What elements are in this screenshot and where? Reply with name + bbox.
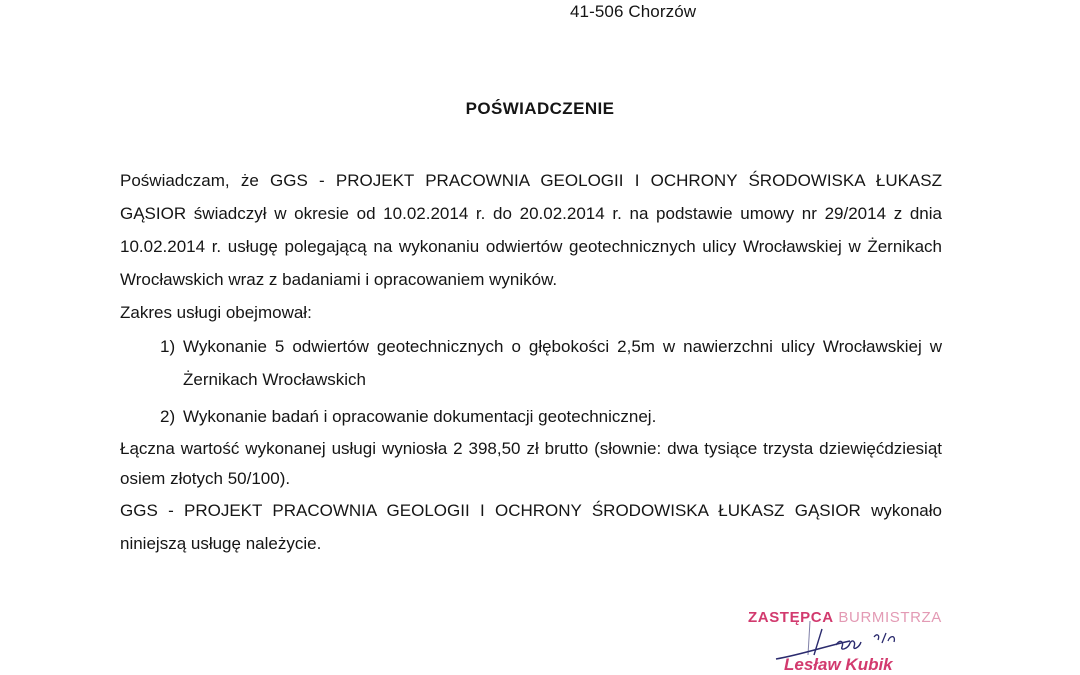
list-item [120,330,942,396]
document-body [120,164,942,560]
scope-list [120,330,942,433]
signature-stroke [874,633,894,643]
signature-stroke [836,641,861,649]
scope-heading: Zakres usługi obejmował: [120,303,312,322]
paragraph-certification: Poświadczam, że GGS - PROJEKT PRACOWNIA GEOLOGII I OCHRONY ŚRODOWISKA ŁUKASZ GĄSIOR świadczył w okresie od 10.02.2014 r. do 20.02.2014 r. na podstawie umowy nr 29/2014 z dnia 10.02.2014 r. usługę polegającą na wykonaniu odwiertów geotechnicznych ulicy Wrocławskiej w Żernikach Wrocławskich wraz z badaniami i opracowaniem wyników. [120,171,942,289]
official-stamp [740,605,980,675]
signature-stroke [808,621,810,655]
stamp-title-bold: ZASTĘPCA [748,609,834,626]
list-item-number: 1) [160,337,176,356]
document-title: POŚWIADCZENIE [465,99,615,118]
address-line: 41-506 Chorzów [570,2,697,21]
paragraph-value: Łączna wartość wykonanej usługi wyniosła 2 398,50 zł brutto (słownie: dwa tysiące trzysta dziewięćdziesiąt osiem złotych 50/100). [120,439,942,488]
signature-stroke [814,629,822,655]
list-item-number: 2) [160,407,176,426]
paragraph-closing: GGS - PROJEKT PRACOWNIA GEOLOGII I OCHRONY ŚRODOWISKA ŁUKASZ GĄSIOR wykonało niniejszą usługę należycie. [120,501,942,553]
list-item-text: Wykonanie 5 odwiertów geotechnicznych o głębokości 2,5m w nawierzchni ulicy Wrocławskiej w Żernikach Wrocławskich [183,337,942,389]
stamp-name: Lesław Kubik [784,655,893,674]
list-item [120,400,942,433]
stamp-title-faded: BURMISTRZA [833,609,942,626]
list-item-text: Wykonanie badań i opracowanie dokumentacji geotechnicznej. [183,407,657,426]
